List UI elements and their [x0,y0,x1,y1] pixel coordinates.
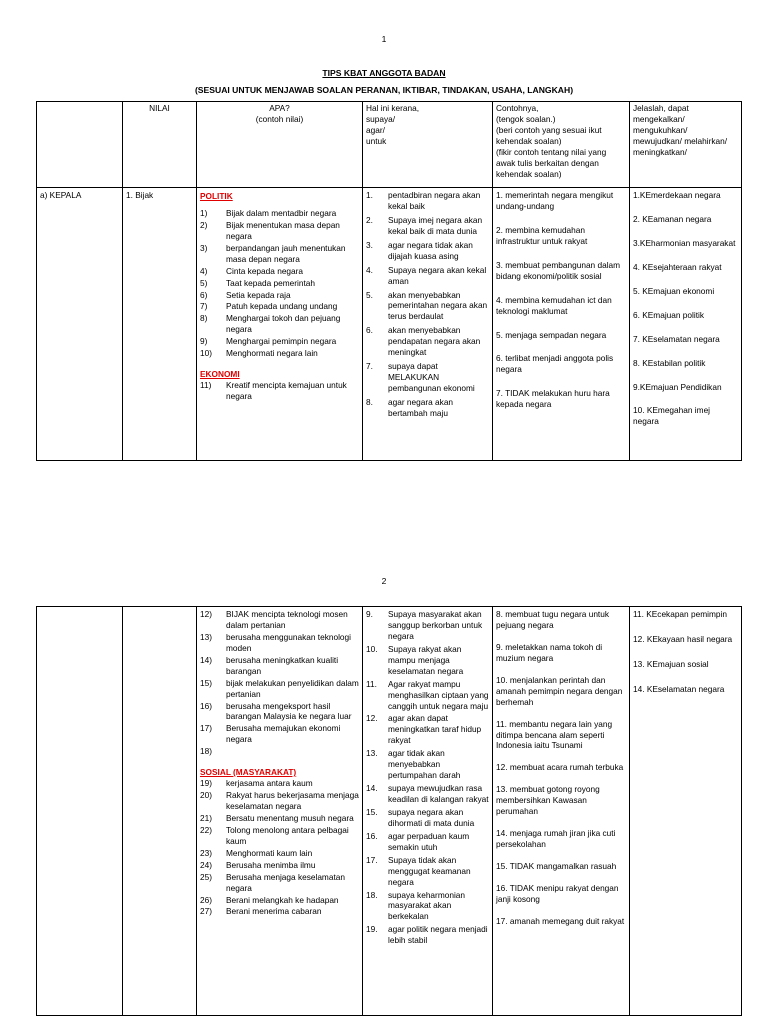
tips-table-page-1 [36,101,742,461]
list-item [200,678,359,700]
list-item [366,215,489,237]
nilai-cell: 1. Bijak [123,188,197,461]
table-row-kepala [37,188,742,461]
item-text: Berusaha menjaga keselamatan negara [226,871,345,893]
hal-cell [363,607,493,1016]
list-item: 1.KEmerdekaan negara [633,190,721,200]
list-item [366,831,489,853]
hal-cell [363,188,493,461]
list-item [200,895,359,906]
list-item: 10. menjalankan perintah dan amanah pemimpin negara dengan berhemah [496,674,623,707]
item-number: 5. [366,289,373,300]
item-number: 8. [366,396,373,407]
item-number: 21) [200,812,212,823]
item-number: 15) [200,677,212,688]
list-item [200,278,359,289]
item-number: 27) [200,906,212,917]
list-item: 8. membuat tugu negara untuk pejuang negara [496,609,610,630]
list-item [366,713,489,746]
list-item: 4. membina kemudahan ict dan teknologi maklumat [496,294,612,316]
item-text [226,746,359,757]
item-number: 11) [200,380,212,391]
item-number: 10. [366,643,378,654]
list-item [200,290,359,301]
item-number: 25) [200,871,212,882]
item-number: 12. [366,713,378,724]
header-line: (beri contoh yang sesuai ikut kehendak soalan) [496,124,602,146]
list-item: 13. membuat gotong royong membersihkan Kawasan perumahan [496,784,600,817]
item-number: 3. [366,239,373,250]
item-text: agar tidak akan menyebabkan pertumpahan darah [388,748,461,781]
list-item [200,301,359,312]
header-line: Contohnya, [496,103,539,113]
header-hal-ini-kerana [363,102,493,188]
contoh-cell [493,607,630,1016]
list-item: 10. KEmegahan imej negara [633,405,711,427]
list-item [366,190,489,212]
list-item [200,746,359,757]
item-number: 22) [200,824,212,835]
list-item [366,290,489,323]
jelas-cell [630,607,742,1016]
item-number: 7. [366,361,373,372]
anggota-cell: a) KEPALA [37,188,123,461]
section-heading-politik: POLITIK [200,191,233,201]
header-anggota [37,102,123,188]
item-text: Taat kepada pemerintah [226,277,316,288]
list-item [200,336,359,347]
item-text: bijak melakukan penyelidikan dalam pertanian [226,677,359,699]
document-title: TIPS KBAT ANGGOTA BADAN [322,68,446,78]
item-text: Bijak dalam mentadbir negara [226,207,337,218]
item-number: 2. [366,214,373,225]
item-text: Supaya rakyat akan mampu menjaga keselamatan negara [388,643,464,676]
list-item [200,701,359,723]
list-item [200,208,359,219]
list-item [200,825,359,847]
item-text: Patuh kepada undang undang [226,301,338,312]
list-item: 14. menjaga rumah jiran jika cuti persekolahan [496,828,616,850]
list-item: 4. KEsejahteraan rakyat [633,261,722,272]
list-item [200,220,359,242]
list-item: 5. menjaga sempadan negara [496,329,607,340]
item-text: Tolong menolong antara pelbagai kaum [226,824,349,846]
item-number: 13) [200,631,212,642]
item-number: 16. [366,830,378,841]
header-line: untuk [366,135,387,146]
list-item: 7. KEselamatan negara [633,333,720,344]
contoh-cell [493,188,630,461]
item-text: Agar rakyat mampu menghasilkan ciptaan yang canggih untuk negara maju [388,678,489,711]
item-number: 14. [366,783,378,794]
item-text: Bijak menentukan masa depan negara [226,219,340,241]
item-number: 6. [366,325,373,336]
item-text: Rakyat harus bekerjasama menjaga keselamatan negara [226,790,359,811]
item-number: 5) [200,277,208,288]
item-text: Supaya tidak akan menggugat keamanan negara [388,854,471,887]
apa-cell [197,188,363,461]
item-text: agar negara akan bertambah maju [388,396,454,418]
item-number: 18. [366,889,378,900]
item-number: 10) [200,348,212,359]
item-number: 14) [200,654,212,665]
item-number: 11. [366,678,377,689]
list-item [366,265,489,287]
item-text: Berusaha memajukan ekonomi negara [226,723,341,745]
anggota-cell [37,607,123,1016]
item-text: supaya negara akan dihormati di mata dunia [388,806,475,828]
item-text: agar politik negara menjadi lebih stabil [388,924,488,946]
item-number: 13. [366,748,378,759]
nilai-cell [123,607,197,1016]
item-text: akan menyebabkan pemerintahan negara akan terus berdaulat [388,289,488,322]
list-item: 6. terlibat menjadi anggota polis negara [496,353,614,375]
list-item: 2. membina kemudahan infrastruktur untuk rakyat [496,224,588,246]
item-number: 24) [200,859,212,870]
list-item: 3. membuat pembangunan dalam bidang ekonomi/politik sosial [496,259,621,281]
item-text: supaya keharmonian masyarakat akan berkekalan [388,889,466,922]
item-text: berusaha meningkatkan kualiti barangan [226,654,339,676]
item-number: 6) [200,289,208,300]
list-item [366,855,489,888]
header-line: Hal ini kerana, [366,103,420,113]
list-item [366,807,489,829]
list-item [200,906,359,917]
item-text: Supaya masyarakat akan sanggup berkorban untuk negara [388,609,483,641]
header-line: (fikir contoh tentang nilai yang awak tulis berkaitan dengan kehendak soalan) [496,146,607,179]
list-item: 2. KEamanan negara [633,213,712,224]
item-text: Berusaha menimba ilmu [226,859,316,870]
list-item: 14. KEselamatan negara [633,683,725,694]
list-item: 8. KEstabilan politik [633,357,706,368]
item-text: Supaya imej negara akan kekal baik di mata dunia [388,214,483,236]
item-text: Menghormati kaum lain [226,847,313,858]
item-number: 3) [200,242,208,253]
item-number: 12) [200,609,212,619]
item-text: akan menyebabkan pendapatan negara akan meningkat [388,325,481,358]
list-item [366,890,489,923]
item-number: 7) [200,301,208,312]
item-text: Menghormati negara lain [226,348,318,359]
item-text: supaya dapat MELAKUKAN pembangunan ekonomi [388,361,475,393]
apa-cell [197,607,363,1016]
list-item: 7. TIDAK melakukan huru hara kepada negara [496,388,610,410]
item-text: kerjasama antara kaum [226,778,313,789]
list-item: 13. KEmajuan sosial [633,658,709,669]
item-text: berpandangan jauh menentukan masa depan negara [226,242,346,264]
item-text: Cinta kepada negara [226,265,304,276]
list-item [200,380,359,402]
list-item [200,848,359,859]
list-item: 1. memerintah negara mengikut undang-undang [496,190,614,211]
list-item: 17. amanah memegang duit rakyat [496,915,625,926]
item-text: berusaha mengeksport hasil barangan Malaysia ke negara luar [226,700,352,722]
item-number: 1. [366,190,373,200]
section-heading-sosial: SOSIAL (MASYARAKAT) [200,767,297,778]
header-jelaslah [630,102,742,188]
table-row-continued [37,607,742,1016]
list-item: 15. TIDAK mangamalkan rasuah [496,861,617,871]
item-number: 15. [366,806,378,817]
list-item [200,813,359,824]
list-item [200,348,359,359]
list-item: 9. meletakkan nama tokoh di muzium negara [496,641,603,663]
item-text: supaya mewujudkan rasa keadilan di kalangan rakyat [388,783,489,804]
list-item [200,790,359,812]
header-contohnya [493,102,630,188]
item-number: 9) [200,336,208,347]
item-number: 1) [200,207,208,218]
list-item [366,240,489,262]
list-item [200,632,359,654]
item-number: 26) [200,894,212,905]
list-item [366,325,489,358]
item-text: Setia kepada raja [226,289,291,300]
item-text: Menghargai tokoh dan pejuang negara [226,313,341,335]
table-header-row [37,102,742,188]
list-item: 12. KEkayaan hasil negara [633,633,733,644]
item-text: Menghargai pemimpin negara [226,336,337,347]
list-item [200,313,359,335]
list-item [366,783,489,805]
item-number: 18) [200,746,212,757]
item-text: Supaya negara akan kekal aman [388,264,487,286]
page-number: 1 [381,34,387,44]
list-item [366,397,489,419]
list-item: 9.KEmajuan Pendidikan [633,381,722,392]
list-item [200,723,359,745]
item-text: Berani menerima cabaran [226,906,322,917]
item-text: agar negara tidak akan dijajah kuasa asing [388,239,473,261]
item-number: 19) [200,778,212,789]
item-text: agar akan dapat meningkatkan taraf hidup rakyat [388,713,482,746]
section-heading-ekonomi: EKONOMI [200,369,240,380]
header-line: agar/ [366,124,385,135]
list-item [366,679,489,712]
list-item [200,243,359,265]
header-line: supaya/ [366,113,396,124]
list-item [366,644,489,677]
header-line: (tengok soalan.) [496,113,556,124]
document-subtitle: (SESUAI UNTUK MENJAWAB SOALAN PERANAN, IKTIBAR, TINDAKAN, USAHA, LANGKAH) [194,85,574,95]
item-number: 2) [200,219,208,230]
page-number: 2 [381,576,387,586]
item-number: 20) [200,790,212,801]
list-item: 3.KEharmonian masyarakat [633,237,736,248]
list-item [366,609,489,642]
list-item [366,748,489,781]
item-number: 19. [366,924,378,935]
item-text: pentadbiran negara akan kekal baik [388,190,481,211]
header-nilai: NILAI [123,102,197,188]
list-item [200,872,359,894]
item-text: agar perpaduan kaum semakin utuh [388,830,470,852]
item-text: Kreatif mencipta kemajuan untuk negara [226,380,347,401]
list-item [366,924,489,946]
header-line: (contoh nilai) [255,113,304,124]
list-item [200,266,359,277]
item-number: 4) [200,265,208,276]
item-number: 17. [366,854,378,865]
item-text: BIJAK mencipta teknologi mosen dalam pertanian [226,609,348,630]
header-line: Jelaslah, dapat mengekalkan/ mengukuhkan/ mewujudkan/ melahirkan/ meningkatkan/ [633,103,728,157]
item-number: 17) [200,723,212,734]
list-item: 11. membantu negara lain yang ditimpa bencana alam seperti Indonesia iaitu Tsunami [496,718,613,751]
list-item [200,778,359,789]
list-item: 6. KEmajuan politik [633,309,705,320]
list-item: 16. TIDAK menipu rakyat dengan janji kosong [496,882,619,904]
list-item: 12. membuat acara rumah terbuka [496,762,624,773]
list-item [200,860,359,871]
list-item: 5. KEmajuan ekonomi [633,285,715,296]
header-apa [197,102,363,188]
item-text: Berani melangkah ke hadapan [226,894,339,905]
item-number: 8) [200,313,208,324]
jelas-cell [630,188,742,461]
item-text: berusaha menggunakan teknologi moden [226,631,352,653]
item-text: Bersatu menentang musuh negara [226,812,354,823]
item-number: 9. [366,609,373,619]
list-item: 11. KEcekapan pemimpin [633,609,727,619]
item-number: 23) [200,847,212,858]
item-number: 4. [366,264,373,275]
list-item [200,609,359,631]
item-number: 16) [200,700,212,711]
list-item [366,361,489,394]
list-item [200,655,359,677]
tips-table-page-2 [36,606,742,1016]
header-line: APA? [269,103,290,113]
